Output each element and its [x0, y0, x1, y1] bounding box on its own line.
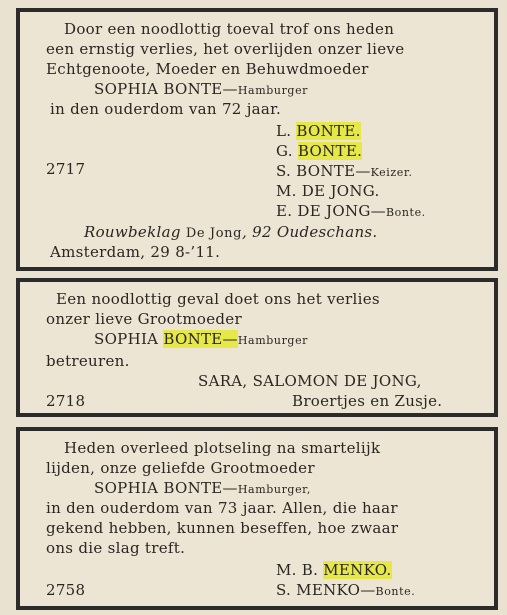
notice3-line-2: lijden, onze geliefde Grootmoeder — [46, 459, 315, 477]
notice1-signatory-5 — [276, 202, 426, 222]
notice1-name-sub: Hamburger — [237, 84, 309, 97]
rouw-label: Rouwbeklag — [84, 223, 181, 241]
notice2-signatory-2: Broertjes en Zusje. — [292, 392, 443, 410]
notice1-line-3: Echtgenoote, Moeder en Behuwdmoeder — [46, 60, 369, 78]
notice3-sig2-main: S. MENKO— — [276, 581, 376, 599]
notice1-line-1: Door een noodlottig toeval trof ons heden — [64, 20, 395, 38]
notice3-body-2: gekend hebben, kunnen beseffen, hoe zwaar — [46, 519, 399, 537]
notice2-line-2: onzer lieve Grootmoeder — [46, 310, 242, 328]
notice3-sig1-pre: M. B. — [276, 561, 324, 579]
notice3-sig2-sub: Bonte. — [375, 585, 416, 598]
notice1-name — [94, 80, 308, 100]
signatory-1-highlight: BONTE. — [296, 122, 361, 140]
notice1-age: in den ouderdom van 72 jaar. — [50, 100, 282, 118]
notice2-name-pre: SOPHIA — [94, 330, 164, 348]
notice2-signatory: SARA, SALOMON DE JONG, — [198, 372, 422, 390]
notice3-body-1: in den ouderdom van 73 jaar. Allen, die haar — [46, 499, 398, 517]
notice1-signatory-2: G. BONTE. — [276, 142, 363, 160]
notice1-place-date: Amsterdam, 29 8-’11. — [50, 243, 221, 261]
death-notice-2 — [16, 278, 498, 417]
notice2-name-highlight: BONTE— — [163, 330, 238, 348]
signatory-3-main: S. BONTE— — [276, 162, 371, 180]
notice1-line-2: een ernstig verlies, het overlijden onzer lieve — [46, 40, 405, 58]
signatory-2-highlight: BONTE. — [297, 142, 363, 160]
notice3-signatory-2 — [276, 581, 415, 601]
notice3-signatory-1 — [276, 561, 392, 579]
notice1-number: 2717 — [46, 160, 86, 178]
notice3-number: 2758 — [46, 581, 86, 599]
notice3-name-sub: Hamburger, — [237, 483, 311, 496]
notice3-name-main: SOPHIA BONTE— — [94, 479, 238, 497]
notice2-name-sub: Hamburger — [237, 334, 309, 347]
signatory-5-main: E. DE JONG— — [276, 202, 386, 220]
notice3-line-1: Heden overleed plotseling na smartelijk — [64, 439, 381, 457]
notice1-rouwbeklag — [84, 223, 377, 243]
signatory-5-sub: Bonte. — [385, 206, 426, 219]
notice3-sig1-highlight: MENKO. — [323, 561, 392, 579]
notice1-signatory-4: M. DE JONG. — [276, 182, 380, 200]
notice3-body-3: ons die slag treft. — [46, 539, 186, 557]
notice1-signatory-1: L. BONTE. — [276, 122, 361, 140]
notice3-name — [94, 479, 311, 499]
notice1-name-main: SOPHIA BONTE— — [94, 80, 238, 98]
death-notice-3 — [16, 427, 498, 610]
rouw-address: , 92 Oudeschans. — [242, 223, 378, 241]
notice2-name — [94, 330, 308, 350]
notice2-verb: betreuren. — [46, 352, 130, 370]
death-notice-1 — [16, 8, 498, 271]
signatory-3-sub: Keizer. — [370, 166, 413, 179]
notice1-signatory-3 — [276, 162, 413, 182]
notice2-line-1: Een noodlottig geval doet ons het verlies — [56, 290, 380, 308]
notice2-number: 2718 — [46, 392, 86, 410]
rouw-name: De Jong — [185, 226, 243, 241]
